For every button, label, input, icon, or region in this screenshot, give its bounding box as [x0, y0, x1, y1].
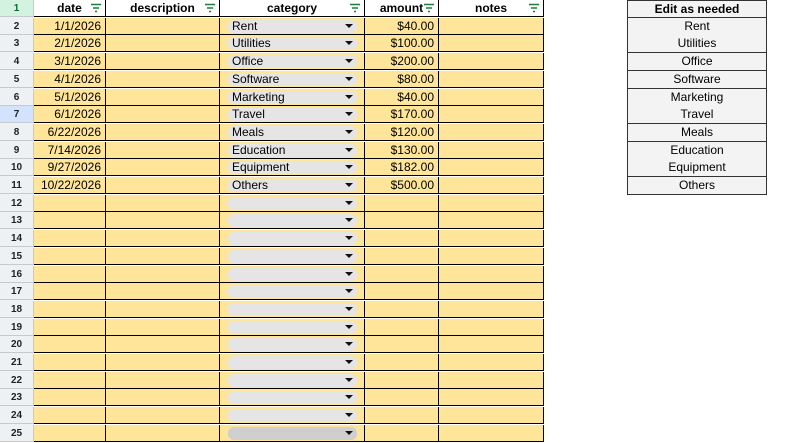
dropdown-caret-icon[interactable] — [345, 395, 353, 399]
category-value: Meals — [232, 124, 265, 139]
category-cell[interactable] — [220, 71, 365, 88]
category-value: Rent — [232, 18, 258, 33]
amount-cell[interactable] — [365, 195, 439, 212]
notes-cell[interactable] — [439, 230, 544, 247]
category-list-item[interactable]: Utilities — [627, 35, 767, 53]
description-cell[interactable] — [106, 301, 220, 318]
category-cell[interactable] — [220, 319, 365, 336]
dropdown-caret-icon[interactable] — [345, 236, 353, 240]
description-cell[interactable] — [106, 425, 220, 442]
row-number[interactable]: 14 — [0, 230, 34, 247]
date-cell[interactable] — [34, 372, 106, 389]
category-dropdown-chip[interactable] — [228, 179, 357, 192]
notes-cell[interactable] — [439, 389, 544, 406]
row-number[interactable]: 24 — [0, 407, 34, 424]
header-row — [0, 0, 544, 18]
date-cell[interactable]: 9/27/2026 — [34, 159, 106, 176]
dropdown-caret-icon[interactable] — [345, 59, 353, 63]
row-number[interactable]: 21 — [0, 354, 34, 371]
description-cell[interactable] — [106, 71, 220, 88]
category-dropdown-chip[interactable] — [228, 374, 357, 387]
category-value: Marketing — [232, 89, 285, 104]
notes-cell[interactable] — [439, 18, 544, 35]
table-row — [0, 319, 544, 337]
category-cell[interactable] — [220, 389, 365, 406]
category-cell[interactable] — [220, 336, 365, 353]
description-cell[interactable] — [106, 372, 220, 389]
column-header-date[interactable] — [34, 0, 106, 17]
row-number[interactable]: 12 — [0, 195, 34, 212]
category-cell[interactable] — [220, 248, 365, 265]
amount-cell[interactable] — [365, 230, 439, 247]
category-cell[interactable] — [220, 354, 365, 371]
row-number[interactable]: 8 — [0, 124, 34, 141]
filter-icon[interactable] — [91, 3, 101, 13]
table-row — [0, 159, 544, 177]
filter-icon[interactable] — [350, 3, 360, 13]
category-cell[interactable] — [220, 124, 365, 141]
row-number[interactable]: 20 — [0, 336, 34, 353]
amount-cell[interactable] — [365, 336, 439, 353]
table-row — [0, 195, 544, 213]
dropdown-caret-icon[interactable] — [345, 325, 353, 329]
category-value: Others — [232, 178, 269, 192]
date-cell[interactable]: 2/1/2026 — [34, 35, 106, 52]
amount-cell[interactable] — [365, 389, 439, 406]
category-cell[interactable] — [220, 195, 365, 212]
table-row — [0, 230, 544, 248]
row-number[interactable]: 15 — [0, 248, 34, 265]
amount-cell[interactable]: $170.00 — [365, 106, 439, 123]
dropdown-caret-icon[interactable] — [345, 431, 353, 435]
category-cell[interactable] — [220, 89, 365, 106]
category-dropdown-chip[interactable] — [228, 303, 357, 316]
row-number[interactable]: 3 — [0, 35, 34, 52]
table-row — [0, 407, 544, 425]
category-dropdown-chip[interactable] — [228, 268, 357, 281]
column-header-label: description — [130, 1, 195, 15]
date-cell[interactable] — [34, 301, 106, 318]
category-dropdown-chip[interactable] — [228, 161, 357, 174]
notes-cell[interactable] — [439, 53, 544, 70]
table-row — [0, 89, 544, 107]
description-cell[interactable] — [106, 195, 220, 212]
category-cell[interactable] — [220, 372, 365, 389]
category-list-item[interactable]: Marketing — [627, 89, 767, 107]
notes-cell[interactable] — [439, 319, 544, 336]
category-dropdown-chip[interactable] — [228, 321, 357, 334]
date-cell[interactable] — [34, 425, 106, 442]
notes-cell[interactable] — [439, 71, 544, 88]
category-cell[interactable] — [220, 106, 365, 123]
dropdown-caret-icon[interactable] — [345, 307, 353, 311]
date-cell[interactable]: 10/22/2026 — [34, 177, 106, 194]
row-number[interactable]: 2 — [0, 18, 34, 35]
amount-cell[interactable]: $80.00 — [365, 71, 439, 88]
description-cell[interactable] — [106, 354, 220, 371]
amount-cell[interactable] — [365, 248, 439, 265]
description-cell[interactable] — [106, 89, 220, 106]
description-cell[interactable] — [106, 212, 220, 229]
date-cell[interactable] — [34, 195, 106, 212]
notes-cell[interactable] — [439, 177, 544, 194]
dropdown-caret-icon[interactable] — [345, 112, 353, 116]
category-dropdown-chip[interactable] — [228, 144, 357, 157]
date-cell[interactable] — [34, 283, 106, 300]
row-number[interactable]: 13 — [0, 212, 34, 229]
description-cell[interactable] — [106, 106, 220, 123]
column-header-description[interactable] — [106, 0, 220, 17]
notes-cell[interactable] — [439, 372, 544, 389]
amount-cell[interactable] — [365, 212, 439, 229]
row-number[interactable]: 22 — [0, 372, 34, 389]
date-cell[interactable]: 4/1/2026 — [34, 71, 106, 88]
dropdown-caret-icon[interactable] — [345, 95, 353, 99]
dropdown-caret-icon[interactable] — [345, 272, 353, 276]
column-header-label: amount — [379, 1, 424, 15]
table-row — [0, 301, 544, 319]
date-cell[interactable] — [34, 389, 106, 406]
category-list-item[interactable]: Meals — [627, 124, 767, 142]
description-cell[interactable] — [106, 283, 220, 300]
date-cell[interactable] — [34, 319, 106, 336]
table-row — [0, 336, 544, 354]
amount-cell[interactable] — [365, 266, 439, 283]
column-header-category[interactable] — [220, 0, 365, 17]
amount-cell[interactable] — [365, 283, 439, 300]
category-dropdown-chip[interactable] — [228, 126, 357, 139]
date-cell[interactable] — [34, 336, 106, 353]
category-value: Equipment — [232, 160, 290, 175]
notes-cell[interactable] — [439, 336, 544, 353]
amount-cell[interactable]: $100.00 — [365, 35, 439, 52]
table-row — [0, 283, 544, 301]
row-number[interactable]: 16 — [0, 266, 34, 283]
category-value: Utilities — [232, 36, 271, 51]
category-cell[interactable] — [220, 425, 365, 442]
row-number[interactable]: 7 — [0, 106, 34, 123]
notes-cell[interactable] — [439, 283, 544, 300]
category-list-item[interactable]: Equipment — [627, 159, 767, 177]
date-cell[interactable]: 7/14/2026 — [34, 142, 106, 159]
dropdown-caret-icon[interactable] — [345, 24, 353, 28]
dropdown-caret-icon[interactable] — [345, 41, 353, 45]
category-dropdown-chip[interactable] — [228, 391, 357, 404]
category-dropdown-chip[interactable] — [228, 427, 357, 440]
category-list-item[interactable]: Office — [627, 53, 767, 71]
dropdown-caret-icon[interactable] — [345, 77, 353, 81]
table-row — [0, 212, 544, 230]
category-list-item[interactable]: Others — [627, 177, 767, 195]
category-dropdown-chip[interactable] — [228, 338, 357, 351]
category-value: Office — [232, 54, 264, 69]
dropdown-caret-icon[interactable] — [345, 165, 353, 169]
dropdown-caret-icon[interactable] — [345, 378, 353, 382]
table-row — [0, 425, 544, 443]
notes-cell[interactable] — [439, 89, 544, 106]
dropdown-caret-icon[interactable] — [345, 130, 353, 134]
description-cell[interactable] — [106, 177, 220, 194]
column-header-label: category — [266, 1, 318, 15]
notes-cell[interactable] — [439, 301, 544, 318]
category-dropdown-chip[interactable] — [228, 73, 357, 86]
notes-cell[interactable] — [439, 425, 544, 442]
category-cell[interactable] — [220, 230, 365, 247]
column-header-label: notes — [474, 1, 507, 15]
notes-cell[interactable] — [439, 354, 544, 371]
column-header-notes[interactable] — [439, 0, 544, 17]
category-list-item[interactable]: Travel — [627, 106, 767, 124]
amount-cell[interactable] — [365, 425, 439, 442]
notes-cell[interactable] — [439, 142, 544, 159]
row-number[interactable]: 1 — [0, 0, 34, 17]
date-cell[interactable]: 3/1/2026 — [34, 53, 106, 70]
table-row — [0, 18, 544, 36]
description-cell[interactable] — [106, 18, 220, 35]
table-row — [0, 248, 544, 266]
description-cell[interactable] — [106, 159, 220, 176]
notes-cell[interactable] — [439, 266, 544, 283]
date-cell[interactable] — [34, 230, 106, 247]
date-cell[interactable]: 6/1/2026 — [34, 106, 106, 123]
category-list-item[interactable]: Rent — [627, 18, 767, 36]
date-cell[interactable] — [34, 407, 106, 424]
column-header-label: date — [57, 1, 82, 15]
row-number[interactable]: 5 — [0, 71, 34, 88]
row-number[interactable]: 4 — [0, 53, 34, 70]
category-list-item[interactable]: Software — [627, 71, 767, 89]
date-cell[interactable] — [34, 248, 106, 265]
category-value: Education — [232, 142, 286, 157]
table-row — [0, 354, 544, 372]
category-cell[interactable] — [220, 18, 365, 35]
description-cell[interactable] — [106, 407, 220, 424]
row-number[interactable]: 11 — [0, 177, 34, 194]
description-cell[interactable] — [106, 142, 220, 159]
category-cell[interactable] — [220, 301, 365, 318]
category-dropdown-chip[interactable] — [228, 232, 357, 245]
category-value: Travel — [232, 107, 265, 122]
table-row — [0, 35, 544, 53]
filter-icon[interactable] — [424, 3, 434, 13]
category-cell[interactable] — [220, 266, 365, 283]
row-number[interactable]: 10 — [0, 159, 34, 176]
amount-cell[interactable] — [365, 354, 439, 371]
dropdown-caret-icon[interactable] — [345, 413, 353, 417]
description-cell[interactable] — [106, 124, 220, 141]
dropdown-caret-icon[interactable] — [345, 360, 353, 364]
table-row — [0, 389, 544, 407]
category-dropdown-chip[interactable] — [228, 356, 357, 369]
filter-icon[interactable] — [529, 3, 539, 13]
category-cell[interactable] — [220, 283, 365, 300]
category-dropdown-chip[interactable] — [228, 197, 357, 210]
row-number[interactable]: 17 — [0, 283, 34, 300]
description-cell[interactable] — [106, 389, 220, 406]
amount-cell[interactable] — [365, 301, 439, 318]
category-dropdown-chip[interactable] — [228, 37, 357, 50]
date-cell[interactable]: 1/1/2026 — [34, 18, 106, 35]
notes-cell[interactable] — [439, 124, 544, 141]
description-cell[interactable] — [106, 248, 220, 265]
category-cell[interactable] — [220, 407, 365, 424]
dropdown-caret-icon[interactable] — [345, 254, 353, 258]
amount-cell[interactable]: $130.00 — [365, 142, 439, 159]
amount-cell[interactable]: $120.00 — [365, 124, 439, 141]
table-row — [0, 177, 544, 195]
description-cell[interactable] — [106, 266, 220, 283]
date-cell[interactable] — [34, 212, 106, 229]
category-value: Software — [232, 71, 280, 86]
category-cell[interactable] — [220, 142, 365, 159]
category-dropdown-chip[interactable] — [228, 250, 357, 263]
description-cell[interactable] — [106, 53, 220, 70]
column-header-amount[interactable] — [365, 0, 439, 17]
row-number[interactable]: 6 — [0, 89, 34, 106]
notes-cell[interactable] — [439, 212, 544, 229]
description-cell[interactable] — [106, 35, 220, 52]
category-list-item[interactable]: Education — [627, 142, 767, 160]
category-dropdown-chip[interactable] — [228, 108, 357, 121]
amount-cell[interactable] — [365, 372, 439, 389]
category-dropdown-chip[interactable] — [228, 214, 357, 227]
category-dropdown-chip[interactable] — [228, 55, 357, 68]
category-dropdown-chip[interactable] — [228, 20, 357, 33]
notes-cell[interactable] — [439, 407, 544, 424]
notes-cell[interactable] — [439, 159, 544, 176]
table-row — [0, 372, 544, 390]
table-row — [0, 53, 544, 71]
amount-cell[interactable]: $40.00 — [365, 89, 439, 106]
notes-cell[interactable] — [439, 195, 544, 212]
table-row — [0, 266, 544, 284]
dropdown-caret-icon[interactable] — [345, 183, 353, 187]
category-cell[interactable] — [220, 159, 365, 176]
amount-cell[interactable] — [365, 319, 439, 336]
row-number[interactable]: 9 — [0, 142, 34, 159]
category-cell[interactable] — [220, 212, 365, 229]
table-row — [0, 142, 544, 160]
table-row — [0, 106, 544, 124]
notes-cell[interactable] — [439, 35, 544, 52]
category-dropdown-chip[interactable] — [228, 91, 357, 104]
amount-cell[interactable] — [365, 407, 439, 424]
table-row — [0, 124, 544, 142]
category-dropdown-chip[interactable] — [228, 409, 357, 422]
notes-cell[interactable] — [439, 248, 544, 265]
row-number[interactable]: 18 — [0, 301, 34, 318]
row-number[interactable]: 23 — [0, 389, 34, 406]
category-dropdown-chip[interactable] — [228, 285, 357, 298]
date-cell[interactable] — [34, 266, 106, 283]
row-number[interactable]: 19 — [0, 319, 34, 336]
notes-cell[interactable] — [439, 106, 544, 123]
date-cell[interactable]: 6/22/2026 — [34, 124, 106, 141]
date-cell[interactable] — [34, 354, 106, 371]
amount-cell[interactable]: $40.00 — [365, 18, 439, 35]
description-cell[interactable] — [106, 336, 220, 353]
category-cell[interactable] — [220, 53, 365, 70]
amount-cell[interactable]: $182.00 — [365, 159, 439, 176]
row-number[interactable]: 25 — [0, 425, 34, 442]
date-cell[interactable]: 5/1/2026 — [34, 89, 106, 106]
dropdown-caret-icon[interactable] — [345, 289, 353, 293]
filter-icon[interactable] — [205, 3, 215, 13]
table-row — [0, 71, 544, 89]
dropdown-caret-icon[interactable] — [345, 148, 353, 152]
dropdown-caret-icon[interactable] — [345, 342, 353, 346]
dropdown-caret-icon[interactable] — [345, 201, 353, 205]
category-cell[interactable] — [220, 35, 365, 52]
dropdown-caret-icon[interactable] — [345, 218, 353, 222]
category-cell[interactable] — [220, 177, 365, 194]
amount-cell[interactable]: $500.00 — [365, 177, 439, 194]
amount-cell[interactable]: $200.00 — [365, 53, 439, 70]
description-cell[interactable] — [106, 230, 220, 247]
description-cell[interactable] — [106, 319, 220, 336]
category-list-title[interactable]: Edit as needed — [627, 0, 767, 18]
